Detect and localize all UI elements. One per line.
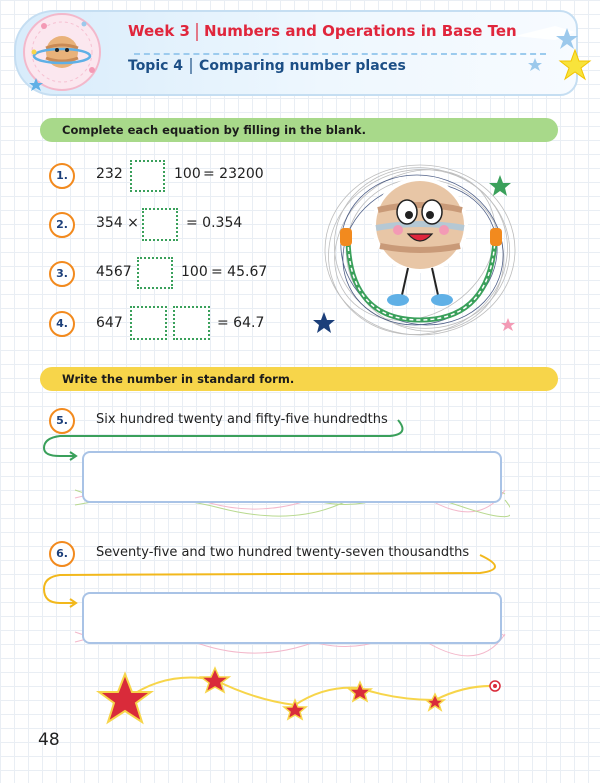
blank-answer-box[interactable]	[142, 208, 178, 241]
question-text: Six hundred twenty and fifty-five hundredths	[96, 412, 388, 427]
question-text: Seventy-five and two hundred twenty-seven thousandths	[96, 545, 470, 560]
week-title-row	[128, 22, 517, 41]
page-number: 48	[38, 730, 60, 750]
equation-middle: 100	[181, 264, 208, 280]
week-title: Numbers and Operations in Base Ten	[204, 22, 517, 40]
topic-title: Comparing number places	[199, 58, 406, 74]
question-number-badge: 3.	[49, 261, 75, 287]
header-divider	[134, 53, 546, 55]
answer-box[interactable]	[82, 592, 502, 644]
blank-answer-box[interactable]	[130, 306, 167, 340]
question-number-badge: 6.	[49, 541, 75, 567]
question-number-badge: 4.	[49, 311, 75, 337]
instruction-bar-equations: Complete each equation by filling in the blank.	[40, 118, 558, 142]
blank-answer-box[interactable]	[173, 306, 210, 340]
topic-title-row	[128, 58, 406, 74]
equation-right: = 64.7	[217, 315, 265, 331]
equation-left: 354 ×	[96, 215, 139, 231]
equation-middle: 100	[174, 166, 201, 182]
equation-right: = 45.67	[211, 264, 268, 280]
planet-mascot-logo	[14, 6, 114, 96]
jupiter-mascot-illustration	[310, 150, 550, 350]
blank-answer-box[interactable]	[130, 160, 165, 192]
topic-separator	[190, 58, 192, 74]
equation-left: 647	[96, 315, 123, 331]
question-number-badge: 5.	[49, 408, 75, 434]
equation-left: 232	[96, 166, 123, 182]
instruction-bar-standard-form: Write the number in standard form.	[40, 367, 558, 391]
star-garland-decoration	[85, 660, 515, 740]
question-number-badge: 2.	[49, 212, 75, 238]
equation-right: = 23200	[203, 166, 264, 182]
week-label: Week 3	[128, 22, 190, 40]
question-number-badge: 1.	[49, 163, 75, 189]
answer-box[interactable]	[82, 451, 502, 503]
week-separator	[196, 23, 198, 41]
equation-right: = 0.354	[186, 215, 243, 231]
blank-answer-box[interactable]	[137, 257, 173, 289]
topic-label: Topic 4	[128, 58, 184, 74]
header-stars-icon	[505, 6, 595, 86]
equation-left: 4567	[96, 264, 132, 280]
